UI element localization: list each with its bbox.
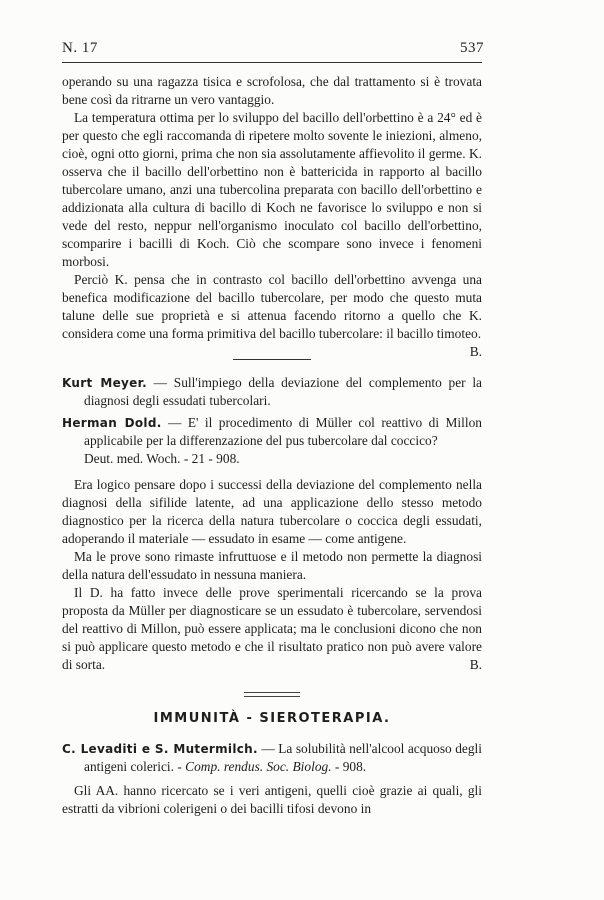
entry-meyer [62,374,482,410]
issue-number: N. 17 [62,40,98,56]
entry-title: — Sull'impiego della deviazione del complemento per la diagnosi degli essudati tubercolari. [84,375,483,408]
page [62,38,482,818]
running-header [62,38,482,60]
paragraph-dold-1: Era logico pensare dopo i successi della deviazione del complemento nella diagnosi della sifilide latente, ad una applicazione dello stesso metodo diagnostico per la ricerca della natura tubercolare o coccica degli essudati, adoperando il materiale — essudato in esame — come antigene. [62,477,482,546]
signature: B. [469,657,482,672]
paragraph-conclusion [62,271,482,359]
paragraph-conclusion-text: Perciò K. pensa che in contrasto col bacillo dell'orbettino avvenga una benefica modificazione del bacillo tubercolare, per modo che questo muta talune delle sue proprietà e si attenua facendo ritorno a quello che K. considera come una forma primitiva del bacillo tubercolare: il bacillo timoteo. [62,272,482,341]
entry-author: C. Levaditi e S. Mutermilch. [62,742,258,756]
signature: B. [469,344,482,359]
entry-levaditi [62,740,482,776]
entry-reference: Deut. med. Woch. - 21 - 908. [84,451,240,466]
paragraph-dold-3 [62,584,482,674]
page-number: 537 [460,40,484,56]
entry-title: — La solubilità nell'alcool acquoso degli antigeni colerici. - [84,741,482,774]
entry-dold [62,414,482,468]
paragraph-temperature: La temperatura ottima per lo sviluppo del bacillo dell'orbettino è a 24° ed è per questo che egli raccomanda di ripetere molto sovente le iniezioni, almeno, cioè, ogni otto giorni, prima che non sia assolutamente affievolito il germe. K. osserva che il bacillo dell'orbettino non è battericida in rapporto al bacillo tubercolare umano, anzi una tubercolina preparata con bacillo dell'orbettino e addizionata alla cultura di bacillo di Koch ne favorisce lo sviluppo e non si vede del resto, neppur nell'organismo inoculato col bacillo dell'orbettino, scomparire i bacilli di Koch. Ciò che scompare sono invece i fenomeni morbosi. [62,110,482,269]
separator-rule [233,359,311,360]
entry-journal: Comp. rendus. Soc. Biolog. [185,759,332,774]
paragraph-antigens: Gli AA. hanno ricercato se i veri antigeni, quelli cioè grazie ai quali, gli estratti da vibrioni colerigeni o dei bacilli tifosi devono in [62,783,482,816]
entry-author: Kurt Meyer. [62,376,147,390]
entry-author: Herman Dold. [62,416,162,430]
paragraph-dold-2: Ma le prove sono rimaste infruttuose e il metodo non permette la diagnosi della natura dell'essudato in nessuna maniera. [62,549,482,582]
entry-tail: - 908. [331,759,367,774]
section-heading: IMMUNITÀ - SIEROTERAPIA. [153,711,391,726]
double-separator-rule [244,692,300,697]
header-rule [62,62,482,63]
paragraph-dold-3-text: Il D. ha fatto invece delle prove sperimentali ricercando se la prova proposta da Müller per diagnosticare se un essudato è tubercolare, servendosi del reattivo di Millon, può essere applicata; ma le conclusioni dicono che non si può applicare questo metodo e che il risultato pratico non può avere valore di sorta. [62,585,482,672]
entry-title: — E' il procedimento di Müller col reattivo di Millon applicabile per la differenzazione del pus tubercolare dal coccico? [84,415,482,448]
paragraph-continuation: operando su una ragazza tisica e scrofolosa, che dal trattamento si è trovata bene così da ritrarne un vero vantaggio. [62,74,482,107]
